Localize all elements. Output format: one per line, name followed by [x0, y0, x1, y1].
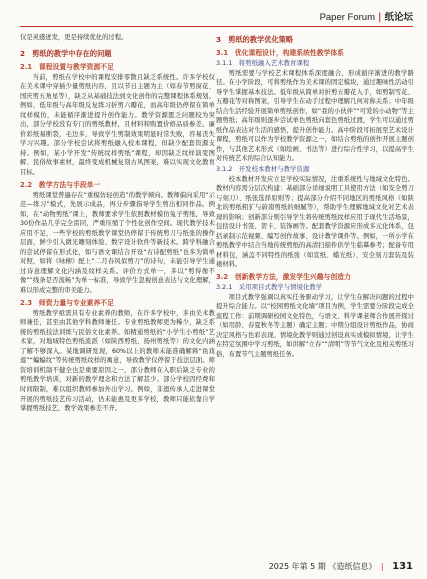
page-footer: [0, 556, 427, 579]
subsection-heading: 2.1 课程设置与教学资源不足: [20, 62, 114, 71]
right-column: [216, 33, 414, 359]
subsection-heading: 3.1 优化课程设计，构建系统性教学体系: [216, 49, 344, 57]
paragraph: 剪纸课堂普遍存在“重模仿轻创造”的教学倾向。教师偏向采用“示范—练习”模式，先展示成品，再分步骤指导学生剪出相同作品。例如，在“动物剪纸”课上，教师要求学生依照教材模仿兔子剪纸，导致30份作品几乎完全雷同，严重压缩了个性化创作空间。现代教学技术应用不足，一些学校的剪纸教学课堂仍停留于传统剪刀与纸张的操作层面，鲜少引入微光雕刻体验、数字设计软件等新技术。跨学科融合的尝试停留在形式化，如与语文课结合开设“古诗配剪纸”也多为简单对照，如将《咏柳》配上“二月春风似剪刀”的诗句，未能引导学生通过诗意理解文化内涵及纹样关系。评价方式单一，多以“剪得像不像”“线条是否流畅”为单一标准，导致学生忽视创意表达与文化理解，难以形成完整的审美能力。: [20, 191, 215, 295]
paragraph: 当前，剪纸在学校中的课程安排零散且缺乏系统性。许多学校仅在美术课中穿插少量剪纸内容，且以节日主题为主（如春节剪窗花、国庆剪五角星等），缺乏从基础技法到文化创作的完整课程体系规划。例如，低年级与高年级反复练习折剪六瓣花，而高年级仍停留在简单纹样模仿，未能循序渐进提升创作能力。教学资源匮乏问题较为突出，部分学校没有专门的剪纸教材，且材料和购置价格品质参差。廉价彩纸易断裂，毛边多，导致学生剪制效果明显时常失败，容易丧失学习兴趣。部分学校尝试将剪纸融入校本课程，但缺少配套资源支持。例如，某小学开发“传统纹样剪纸”课程，却因缺乏纹样演变图解、民俗故事素材，最终变成机械复刻古风图案，难以实现文化教育目标。: [20, 73, 215, 177]
subsubsection-heading: 3.1.2 开发校本教材与教学资源: [216, 165, 310, 174]
paragraph: 剪纸需要与学校艺术课程体系深度融合，形成循序渐进的教学路径。在小学阶段，可将剪纸作为美术课的固定模块，通过趣味性活动引导学生掌握基本技法。低年级从简单对折剪五瓣花入手，如剪制雪花、五瓣花等对称图案，引导学生在动手过程中理解几何对称关系；中年级结合生活经验开展简单剪纸创作，如“我的小伙伴”“可爱的小动物”等主题剪纸；高年级则逐步尝试单色剪纸向套色剪纸过渡，学生可以通过剪纸作品表达对生活的感悟，提升创作能力。高中阶段可拓展至艺术设计课程，剪纸可以作为学校教学资源之一，如结合剪纸的创作开展主题创作，与其他艺术形式（如绘画、书法等）进行综合性学习，以提高学生对传统艺术的综合认知能力。: [216, 69, 414, 163]
paragraph: 仅是灵感迸发，更是持续优化的过程。: [20, 34, 128, 41]
running-head: [320, 9, 413, 23]
subsection-heading: 2.3 师资力量与专业素养不足: [20, 298, 114, 307]
footer-divider: |: [380, 562, 384, 571]
subsubsection-heading: 3.2.1 采用项目式教学与情境化教学: [216, 283, 323, 292]
subsection-heading: 2.2 教学方法与手段单一: [20, 180, 101, 189]
paragraph: 项目式教学强调以真实任务驱动学习，让学生在解决问题的过程中提升综合能力。以“校园剪纸文化墙”项目为例，学生需要分阶段完成全流程工作：前期调研校园文化特色，与语文、科学课老师合作展开探讨（如用龄、春夏秋冬等主题）确定主题；中期分组设计剪纸作品，协商决定风格与色彩表现。情境化教学则通过创设真实或模拟情境，让学生在特定氛围中学习剪纸，如讲解“立春”“清明”等节气文化及相关剪纸习俗，布置节气主题剪纸任务。: [216, 293, 414, 358]
left-column: [20, 33, 215, 414]
paragraph: 校本教材开发应立足学校实际情况，注重系统性与地域文化特色。教材内容需分层次构建：基础部分详细说明工具使用方法（如安全剪刀与刻刀）、纸张选择原则等；提高部分介绍不同地区的剪纸风格（如陕北的剪纸粗犷与蔚南剪纸的细腻等），帮助学生理解地域文化对艺术表现的影响；创新部分则引导学生将传统剪纸纹样应用于现代生活场景，包括设计书签、贺卡、装饰画等。配套教学资源应形成多元化体系，包括录制示范视频、编写创作故事、设计教学课件等。例如，一所小学在剪纸教学中结合当地传统剪纸的高清扫描件供学生临摹参考；配备专用材料包，涵盖不同特性的纸张（如宣纸、蜡光纸）、安全刻刀套装及装裱材料。: [216, 175, 414, 269]
footer-journal: 《造纸信息》: [328, 562, 377, 571]
section-heading: 2 剪纸的教学中存在的问题: [20, 48, 112, 58]
header-divider: |: [378, 12, 382, 23]
journal-name-en: Paper Forum: [319, 12, 375, 23]
subsubsection-heading: 3.1.1 将剪纸融入艺术教育课程: [216, 59, 310, 67]
page-header: [0, 0, 427, 30]
header-rule: [20, 26, 413, 27]
section-heading: 3 剪纸的教学优化策略: [216, 35, 294, 44]
issue-label: 2025 年第 5 期: [268, 562, 326, 571]
paragraph: 剪纸教学亟需具有专业素养的教师，在许多学校中，多由美术教师兼任，甚至由其他学科教师兼任。专业剪纸教师更为稀少，缺乏系统的剪纸技法训练与民俗文化素养。如精通剪纸的“小学生小剪纸”艺术家，对地域特色剪纸流派（如陕西剪纸、扬州剪纸等）的文化内涵了解不够深入。某地调研发现，60%以上的教师未能准确解释“鱼戏莲”“蝙蝠纹”等传统剪纸纹样的寓意，导致教学仅停留于技法层面。师资培训机制不健全也是重要原因之一，部分教师在入职后缺乏专业的剪纸教学培训，对新的教学理念和方法了解甚少。部分学校因经费和时间限制，难以组织教师参加外出学习。例如，非遗传承人走进课堂开展的剪纸技艺传习活动，仍未能惠及更多学校，教师只能依靠自学掌握剪纸技艺，教学效果参差不齐。: [20, 309, 215, 413]
journal-name-cn: 纸论坛: [384, 12, 413, 23]
page-number: 131: [392, 561, 413, 572]
footer-info: [269, 561, 413, 572]
subsection-heading: 3.2 创新教学方法，激发学生兴趣与创造力: [216, 273, 351, 282]
